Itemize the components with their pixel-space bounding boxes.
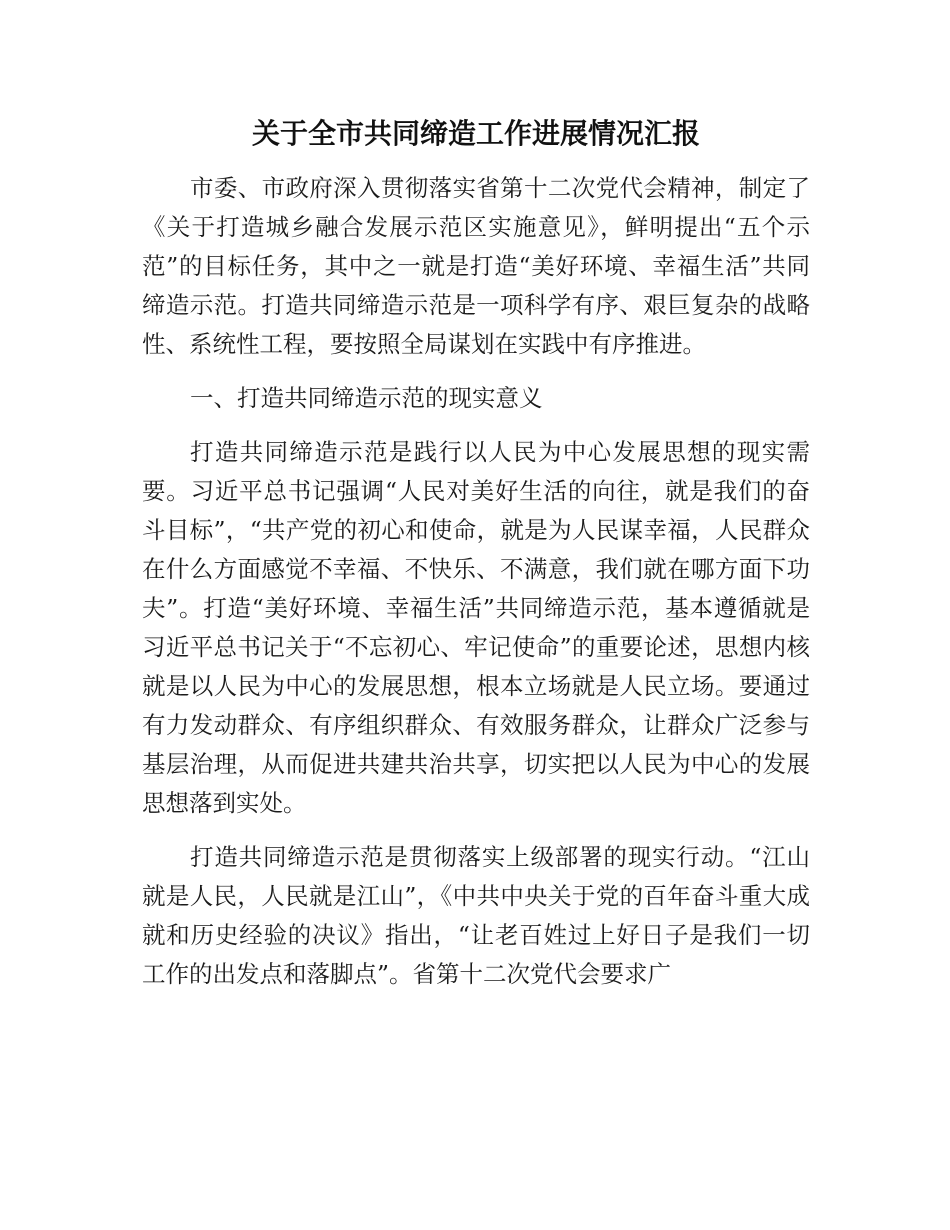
document-title: 关于全市共同缔造工作进展情况汇报 bbox=[251, 117, 700, 150]
intro-paragraph: 市委、市政府深入贯彻落实省第十二次党代会精神，制定了《关于打造城乡融合发展示范区实施意见》，鲜明提出“五个示范”的目标任务，其中之一就是打造“美好环境、幸福生活”共同缔造示范。打造共同缔造示范是一项科学有序、艰巨复杂的战略性、系统性工程，要按照全局谋划在实践中有序推进。 bbox=[142, 174, 810, 358]
body-paragraph: 打造共同缔造示范是贯彻落实上级部署的现实行动。“江山就是人民，人民就是江山”，《中共中央关于党的百年奋斗重大成就和历史经验的决议》指出，“让老百姓过上好日子是我们一切工作的出发点和落脚点”。省第十二次党代会要求广 bbox=[142, 843, 810, 988]
body-paragraph: 打造共同缔造示范是践行以人民为中心发展思想的现实需要。习近平总书记强调“人民对美好生活的向往，就是我们的奋斗目标”，“共产党的初心和使命，就是为人民谋幸福，人民群众在什么方面感觉不幸福、不快乐、不满意，我们就在哪方面下功夫”。打造“美好环境、幸福生活”共同缔造示范，基本遵循就是习近平总书记关于“不忘初心、牢记使命”的重要论述，思想内核就是以人民为中心的发展思想，根本立场就是人民立场。要通过有力发动群众、有序组织群众、有效服务群众，让群众广泛参与基层治理，从而促进共建共治共享，切实把以人民为中心的发展思想落到实处。 bbox=[142, 438, 810, 817]
document-page bbox=[142, 112, 810, 994]
section-heading: 一、打造共同缔造示范的现实意义 bbox=[190, 384, 543, 412]
